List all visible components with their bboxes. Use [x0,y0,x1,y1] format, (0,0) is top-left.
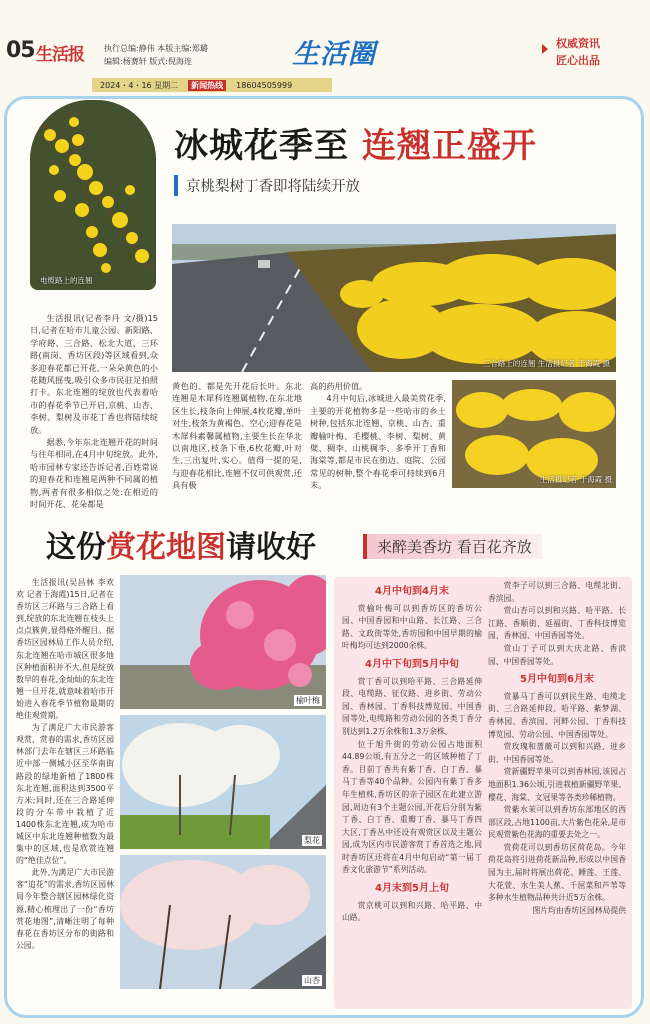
slogan-line-1: 权威资讯 [556,37,600,50]
period-text: 赏丁香可以到哈平路、三合路延伸段、电缆路、征仪路、进乡街、劳动公园、香林园、丁香科技博览园、中国香园等处,电缆路和劳动公园的各类丁香分别达到1.2万余株和1.3万余株。 [342,676,482,736]
photo-3-caption: 生活报记者 于海霞 摄 [539,475,612,484]
period-text: 赏荷花可以到香坊区荷花岛。今年荷花岛将引进荷花新品种,形成以中国香园为主,届时将展出荷花、睡莲、王莲、大花萱、水生美人蕉、千屈菜和芦苇等多种水生植物品种共计近5万余株。 [488,842,626,903]
photo-1-caption: 电缆路上的连翘 [40,276,93,285]
period-heading: 4月中旬到4月末 [375,586,449,597]
flower-map-column-2 [488,580,626,917]
story2-col1-para: 生活报讯(吴昌林 李欢欢 记者于海霞)15日,记者在香坊区三环路与三合路上看到,绽放的东北连翘在枝头上点点簇黄,显得格外醒目。据香坊区园林局工作人员介绍,东北连翘在哈市城区很多地区种植面积并不大,但是绽放数早的春花,金灿灿的东北连翘一旦开花,就意味着哈市开始进入春花季节植物最期的绝佳观赏期。 [16,578,114,721]
story2-col1-para: 为了满足广大市民游客观赏、赏春的需求,香坊区园林部门去年在辖区三环路临近中部一侧城小区至华南街路段的绿地新植了1800株东北连翘,面积达到3500平方米;同时,还在三合路延伸段的分车带中栽植了近1400株东北连翘,成为哈市城区中东北连翘种植数为最集中的区域,也是欣赏连翘的“绝佳点位”。 [16,723,114,866]
apricot-blossom-illustration [120,855,326,989]
period-text: 赏紫水茉可以到香坊东部地区的西部区段,占地1100亩,大片紫色花朵,是市民观赏紫色花海的重要去处之一。 [488,805,626,840]
headline2-part-1: 这份 [46,530,106,565]
story1-col1-para: 据悉,今年东北连翘开花的时间与往年相同,在4月中旬绽放。此外,哈市园林专家还告诉记者,百姓常说的迎春花和连翘是两种不同属的植物,两者有很多相似之处:在相近的时间开花、花朵都是 [30,437,158,510]
headline2-part-2: 请收好 [226,530,316,565]
dateline [92,78,332,92]
period-text: 位于旭升街的劳动公园占地面积44.89公顷,有五分之一的区域种植了丁香。目前丁香共有紫丁香、白丁香、暴马丁香等40个品种。公园内有紫丁香多年生植株,香坊区的亲子园区在此建立游园,周边有3个主题公园,开花后分别为紫丁香、白丁香、重瓣丁香、暴马丁香四大区,丁香丛中还设有观赏区以及主题公园,成为区内市民游客赏丁香首选之地,同时香坊区还将在4月中旬启动“第一届丁香文化旅游节”系列活动。 [342,739,482,875]
photo-apricot-blossom [120,855,326,989]
slogan [556,35,600,69]
forsythia-photo-3 [452,380,616,488]
pic2-tag: 梨花 [304,836,320,845]
story1-column-1 [30,312,158,511]
headline2-red: 赏花地图 [106,530,226,565]
story1-col1-para: 生活报讯(记者李丹 文/摄)15日,记者在哈市儿童公园、新阳路、学府路、三合路、松北大道、三环路(南岗、香坊区段)等区域看到,众多迎春花都已开花,一朵朵黄色的小花随风摇曳,吸引众多市民驻足拍照打卡。东北连翘的绽放也代表着哈市的春花季节已开启,京桃、山杏、李树、梨树及市花丁香也将陆续绽放。 [30,313,158,435]
story1-headline [174,118,537,167]
slogan-line-2: 匠心出品 [556,54,600,67]
paper-logo: 生活报 [36,45,84,65]
period-text: 赏玫瑰和蔷薇可以到和兴路、进乡街、中国香园等处。 [488,742,626,764]
story1-column-2 [172,380,302,492]
road-forsythia-photo [172,224,616,372]
page-header [0,0,650,90]
flower-map-text: 赏山杏可以到和兴路、哈平路、长江路、香顺街、延福街、丁香科技博览园、香林园、中国香园等处。 [488,606,626,641]
hotline-label: 新闻热线 [188,80,226,91]
forsythia-photo-1 [30,100,156,290]
forsythia-closeup-illustration [452,380,616,488]
credits-line-2: 编辑:杨赛轩 版式:倪海连 [104,57,192,66]
pear-blossom-illustration [120,715,326,849]
issue-date: 2024・4・16 星期二 [100,80,179,90]
story1-col2-para: 黄色的、都是先开花后长叶。东北连翘是木犀科连翘属植物,在东北地区生长,枝条向上伸展,4枚花瓣,单叶对生,枝条为黄褐色、空心;迎春花是木犀科素馨属植物,主要生长在华北以南地区,枝条下垂,6枚花瓣,叶对生,三出复叶,实心。值得一提的是,与迎春花相比,连翘不仅可供观赏,还具有极 [172,381,302,491]
flower-map-text: 赏李子可以到三合路、电缆北街、香滨园。 [488,581,626,603]
pic3-tag: 山杏 [304,976,320,985]
period-text: 赏榆叶梅可以到香坊区的香坊公园、中国香园和中山路、长江路、三合路、文政街等处,香坊园和中国早期的榆叶梅均可达到2000余株。 [342,603,482,651]
slogan-arrow-icon [532,40,550,58]
period-text: 赏暴马丁香可以到民生路、电缆北街、三合路延伸段、哈平路、紫梦湖、香林园、香滨园、河畔公园、丁香科技博览园、劳动公园、中国香园等处。 [488,691,626,739]
flower-map-text: 赏山丁子可以到大庆北路、香滨园、中国香园等处。 [488,643,626,666]
period-text: 赏新疆野苹果可以到香林园,该园占地面积1.36公顷,引进栽植新疆野苹果、樱花、海棠、文冠果等各类珍稀植物。 [488,767,626,802]
photo-plum-blossom [120,575,326,709]
road-illustration [172,224,616,372]
section-title: 生活圈 [292,32,376,71]
period-heading: 4月末到5月上旬 [375,883,449,895]
period-heading: 5月中旬到6月末 [520,674,594,686]
flower-map-column-1 [342,580,482,925]
headline-black: 冰城花季至 [174,126,349,166]
story1-col3-para: 高的药用价值。 [310,381,368,391]
plum-blossom-illustration [120,575,326,709]
hotline-number: 18604505999 [236,80,293,90]
story2-subhead: 来醉美香坊 看百花齐放 [363,534,542,559]
forsythia-branch-illustration [30,100,156,290]
page-number: 05 [6,38,35,63]
credits [104,42,208,68]
story1-col3-para: 4月中旬后,冰城进入最美赏花季,主要的开花植物多是一些哈市的乡土树种,包括东北连翘、京桃、山杏、重瓣榆叶梅、毛樱桃、李树、梨树、黄檗、稠李、山桃稠李、多季开丁香和海棠等,都是市民在街边、庭院、公园常见的树种,整个春花季可持续到6月末。 [310,393,446,491]
photo-pear-blossom [120,715,326,849]
story1-column-3 [310,380,446,492]
period-text: 赏京桃可以到和兴路、哈平路、中山路。 [342,900,482,923]
credits-line-1: 执行总编:静伟 本版主编:郑璐 [104,44,208,53]
photo-2-caption: 三合路上的连翘 生活报记者 于海霞 摄 [482,359,610,368]
photo-credit: 图片均由香坊区园林局提供 [532,905,626,915]
story2-photos [120,575,326,995]
headline-red: 连翘正盛开 [361,126,537,166]
story1-subhead: 京桃梨树丁香即将陆续开放 [174,175,360,196]
story2-headline [46,522,316,566]
pic1-tag: 榆叶梅 [296,696,320,705]
story2-col1-para: 此外,为满足广大市民游客“追花”的需求,香坊区园林局今年整合辖区园林绿化资源,精心梳理出了一份“香坊赏花地图”,清晰注明了每种春花在香坊区分布的街路和公园。 [16,868,114,950]
period-heading: 4月中下旬到5月中旬 [365,658,459,670]
story2-column-1 [16,577,114,952]
